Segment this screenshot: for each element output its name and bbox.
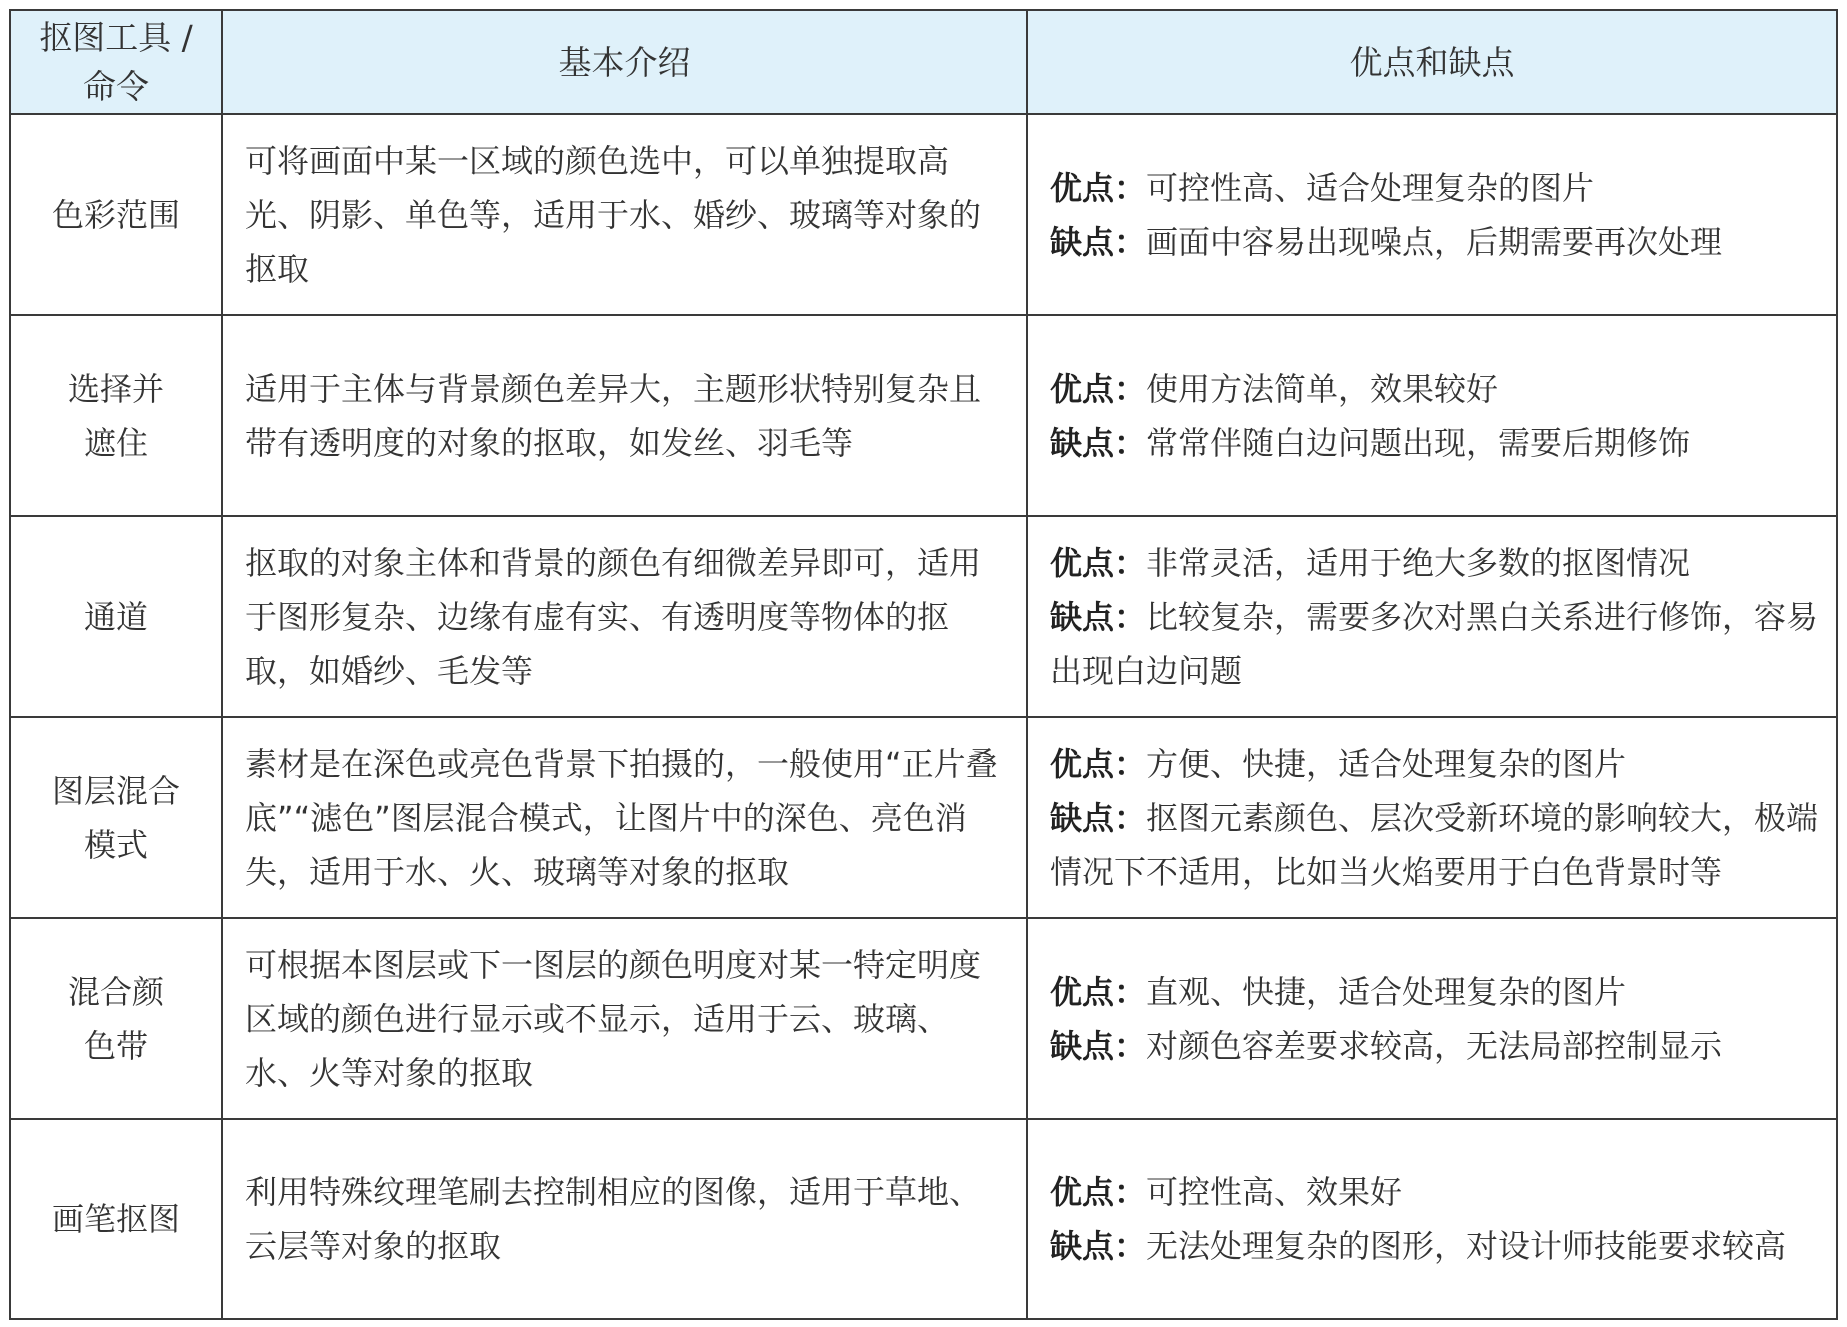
table-row — [10, 315, 1837, 516]
pro-label: 优点： — [1050, 744, 1147, 783]
con-text: 抠图元素颜色、层次受新环境的影响较大，极端情况下不适用，比如当火焰要用于白色背景时等 — [1050, 798, 1819, 891]
tool-name-line1: 混合颜 — [67, 972, 164, 1011]
con-text: 无法处理复杂的图形，对设计师技能要求较高 — [1146, 1227, 1787, 1265]
con-line — [1050, 590, 1822, 698]
tool-name-line1: 选择并 — [67, 369, 164, 408]
con-line — [1050, 791, 1822, 899]
intro-cell: 可将画面中某一区域的颜色选中，可以单独提取高光、阴影、单色等，适用于水、婚纱、玻璃等对象的抠取 — [222, 114, 1027, 315]
cutout-tools-table — [9, 9, 1838, 1320]
pro-text: 直观、快捷，适合处理复杂的图片 — [1146, 972, 1627, 1011]
proscons-cell — [1027, 717, 1837, 918]
intro-cell: 可根据本图层或下一图层的颜色明度对某一特定明度区域的颜色进行显示或不显示，适用于云、玻璃、水、火等对象的抠取 — [222, 918, 1027, 1119]
pro-text: 使用方法简单，效果较好 — [1146, 369, 1499, 408]
pro-text: 方便、快捷，适合处理复杂的图片 — [1146, 744, 1627, 783]
pro-line — [1050, 965, 1822, 1019]
con-text: 画面中容易出现噪点，后期需要再次处理 — [1146, 222, 1723, 261]
pro-text: 可控性高、效果好 — [1146, 1173, 1403, 1211]
con-line — [1050, 1019, 1822, 1073]
table-row — [10, 717, 1837, 918]
intro-cell: 抠取的对象主体和背景的颜色有细微差异即可，适用于图形复杂、边缘有虚有实、有透明度等物体的抠取，如婚纱、毛发等 — [222, 516, 1027, 717]
con-text: 对颜色容差要求较高，无法局部控制显示 — [1146, 1026, 1723, 1065]
pro-line — [1050, 161, 1822, 215]
con-label: 缺点： — [1050, 222, 1147, 261]
tool-name: 色彩范围 — [51, 195, 180, 234]
con-line — [1050, 215, 1822, 269]
con-label: 缺点： — [1050, 423, 1147, 462]
header-tool-line1: 抠图工具 / — [39, 18, 193, 57]
con-text: 常常伴随白边问题出现，需要后期修饰 — [1146, 423, 1691, 462]
pro-label: 优点： — [1050, 369, 1147, 408]
tool-name-cell — [10, 717, 222, 918]
header-intro: 基本介绍 — [222, 10, 1027, 114]
pro-text: 可控性高、适合处理复杂的图片 — [1146, 168, 1595, 207]
table-row — [10, 516, 1837, 717]
tool-name-line2: 遮住 — [83, 423, 148, 462]
comparison-table-wrapper — [9, 9, 1838, 1320]
tool-name-line2: 模式 — [83, 825, 148, 864]
pro-text: 非常灵活，适用于绝大多数的抠图情况 — [1146, 543, 1691, 582]
tool-name-line1: 图层混合 — [51, 771, 180, 810]
proscons-cell — [1027, 1119, 1837, 1319]
pro-label: 优点： — [1050, 972, 1147, 1011]
tool-name-cell — [10, 315, 222, 516]
pro-line — [1050, 536, 1822, 590]
proscons-cell — [1027, 114, 1837, 315]
intro-cell: 适用于主体与背景颜色差异大，主题形状特别复杂且带有透明度的对象的抠取，如发丝、羽毛等 — [222, 315, 1027, 516]
table-row — [10, 918, 1837, 1119]
con-line — [1050, 416, 1822, 470]
table-row — [10, 1119, 1837, 1319]
header-row — [10, 10, 1837, 114]
pro-label: 优点： — [1050, 168, 1147, 207]
tool-name-cell — [10, 516, 222, 717]
pro-line — [1050, 362, 1822, 416]
tool-name: 通道 — [83, 597, 148, 636]
con-label: 缺点： — [1050, 1227, 1147, 1265]
tool-name-cell — [10, 918, 222, 1119]
con-label: 缺点： — [1050, 1026, 1147, 1065]
pro-line — [1050, 1165, 1822, 1219]
intro-cell: 素材是在深色或亮色背景下拍摄的，一般使用“正片叠底”“滤色”图层混合模式，让图片中的深色、亮色消失，适用于水、火、玻璃等对象的抠取 — [222, 717, 1027, 918]
tool-name-line2: 色带 — [83, 1026, 148, 1065]
header-tool-line2: 命令 — [83, 67, 149, 106]
tool-name: 画笔抠图 — [51, 1200, 180, 1238]
pro-label: 优点： — [1050, 543, 1147, 582]
con-label: 缺点： — [1050, 798, 1147, 837]
table-row — [10, 114, 1837, 315]
header-proscons: 优点和缺点 — [1027, 10, 1837, 114]
tool-name-cell — [10, 114, 222, 315]
proscons-cell — [1027, 315, 1837, 516]
con-line — [1050, 1219, 1822, 1273]
proscons-cell — [1027, 516, 1837, 717]
con-text: 比较复杂，需要多次对黑白关系进行修饰，容易出现白边问题 — [1050, 597, 1819, 690]
con-label: 缺点： — [1050, 597, 1147, 636]
tool-name-cell — [10, 1119, 222, 1319]
proscons-cell — [1027, 918, 1837, 1119]
header-tool — [10, 10, 222, 114]
pro-label: 优点： — [1050, 1173, 1147, 1211]
intro-cell: 利用特殊纹理笔刷去控制相应的图像，适用于草地、云层等对象的抠取 — [222, 1119, 1027, 1319]
pro-line — [1050, 737, 1822, 791]
